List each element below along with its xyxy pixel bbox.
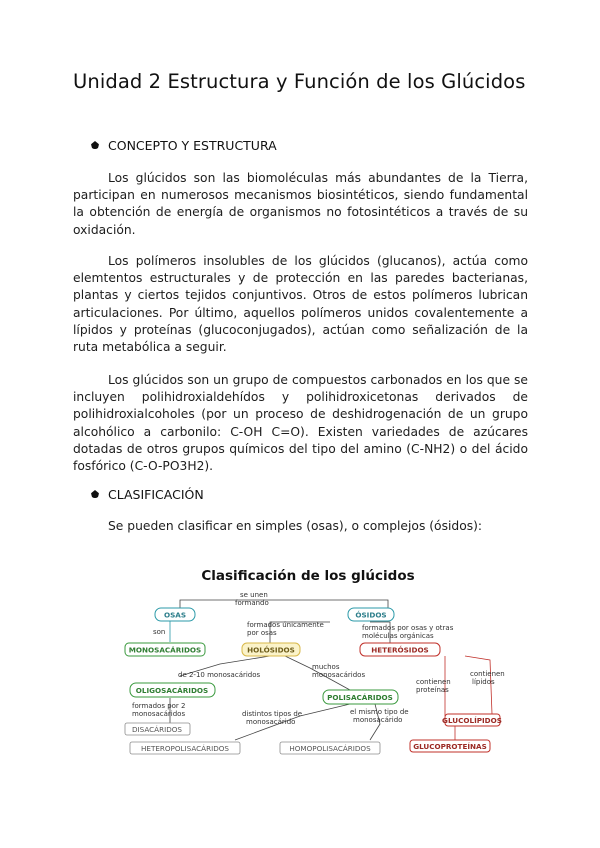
edge-label: moléculas orgánicas bbox=[362, 632, 434, 640]
edge-label: monosacáridos bbox=[132, 710, 186, 718]
svg-text:HETERÓSIDOS: HETERÓSIDOS bbox=[371, 645, 429, 655]
section-heading-label: CONCEPTO Y ESTRUCTURA bbox=[108, 138, 277, 153]
node-oligosacaridos bbox=[130, 683, 215, 697]
paragraph: Los glúcidos son las biomoléculas más abundantes de la Tierra, participan en numerosos mecanismos biosintéticos, siendo fundamental la obtención de energía de organismos no fotosintéticos a través de su oxidación. bbox=[73, 171, 528, 237]
edge-label: se unen bbox=[240, 591, 268, 599]
node-polisacaridos bbox=[323, 690, 398, 704]
section-heading-concepto bbox=[91, 138, 277, 153]
node-homopolisacaridos bbox=[280, 742, 380, 754]
section-heading-clasificacion bbox=[91, 487, 204, 502]
edge-label: proteínas bbox=[416, 686, 449, 694]
node-heterosidos bbox=[360, 643, 440, 656]
node-glucoproteinas bbox=[410, 740, 490, 752]
svg-text:GLUCOPROTEÍNAS: GLUCOPROTEÍNAS bbox=[413, 742, 487, 751]
edge-label: de 2-10 monosacáridos bbox=[178, 671, 261, 679]
svg-text:DISACÁRIDOS: DISACÁRIDOS bbox=[132, 725, 182, 734]
svg-text:GLUCOLÍPIDOS: GLUCOLÍPIDOS bbox=[442, 716, 502, 725]
node-disacaridos bbox=[125, 723, 190, 735]
svg-text:POLISACÁRIDOS: POLISACÁRIDOS bbox=[327, 693, 393, 702]
edge-label: formados por 2 bbox=[132, 702, 186, 710]
edge-label: formando bbox=[235, 599, 269, 607]
bullet-icon bbox=[91, 490, 99, 498]
section-heading-label: CLASIFICACIÓN bbox=[108, 487, 204, 502]
svg-text:HETEROPOLISACÁRIDOS: HETEROPOLISACÁRIDOS bbox=[141, 744, 229, 753]
paragraph: Los polímeros insolubles de los glúcidos (glucanos), actúa como elemtentos estructurales y de protección en las paredes bacterianas, plantas y ciertos tejidos conjuntivos. Otros de estos polímeros lubrican articulaciones. Por último, aquellos polímeros unidos covalentemente a lípidos y proteínas (glucoconjugados), actúan como señalización de la ruta metabólica a seguir. bbox=[73, 254, 528, 355]
edge-label: son bbox=[153, 628, 166, 636]
svg-text:OSAS: OSAS bbox=[163, 610, 187, 620]
svg-text:MONOSACÁRIDOS: MONOSACÁRIDOS bbox=[128, 645, 202, 655]
node-holosidos bbox=[242, 643, 300, 656]
edge-label: monosacáridos bbox=[312, 671, 366, 679]
node-osidos bbox=[348, 608, 394, 621]
paragraph: Los glúcidos son un grupo de compuestos carbonados en los que se incluyen polihidroxialdehídos y polihidroxicetonas derivados de polihidroxialcoholes (por un proceso de deshidrogenación de un grupo alcohólico a carbonilo: C-OH C=O). Existen variedades de azúcares dotadas de otros grupos químicos del tipo del amino (C-NH2) o del ácido fosfórico (C-O-PO3H2). bbox=[73, 373, 528, 474]
edge-label: muchos bbox=[312, 663, 340, 671]
node-monosacaridos bbox=[125, 643, 205, 656]
diagram-title: Clasificación de los glúcidos bbox=[201, 568, 415, 584]
edge-label: formados por osas y otras bbox=[362, 624, 454, 632]
node-glucolipidos bbox=[442, 714, 502, 726]
edge-label: distintos tipos de bbox=[242, 710, 303, 718]
node-osas bbox=[155, 608, 195, 621]
edge-label: lípidos bbox=[472, 678, 495, 686]
intro-line: Se pueden clasificar en simples (osas), o complejos (ósidos): bbox=[108, 519, 483, 533]
page-title: Unidad 2 Estructura y Función de los Glúcidos bbox=[73, 70, 526, 93]
edge-label: formados únicamente bbox=[247, 621, 324, 629]
svg-text:HOMOPOLISACÁRIDOS: HOMOPOLISACÁRIDOS bbox=[289, 744, 371, 753]
node-heteropolisacaridos bbox=[130, 742, 240, 754]
classification-diagram bbox=[120, 556, 505, 766]
edge-label: monosacárido bbox=[353, 716, 403, 724]
svg-text:ÓSIDOS: ÓSIDOS bbox=[355, 610, 387, 620]
edge-label: monosacárido bbox=[246, 718, 296, 726]
bullet-icon bbox=[91, 141, 99, 149]
edge-label: por osas bbox=[247, 629, 277, 637]
svg-text:HOLÓSIDOS: HOLÓSIDOS bbox=[247, 645, 295, 655]
edge-label: contienen bbox=[470, 670, 505, 678]
edge-label: el mismo tipo de bbox=[350, 708, 409, 716]
edge-label: contienen bbox=[416, 678, 451, 686]
svg-text:OLIGOSACÁRIDOS: OLIGOSACÁRIDOS bbox=[135, 686, 209, 695]
